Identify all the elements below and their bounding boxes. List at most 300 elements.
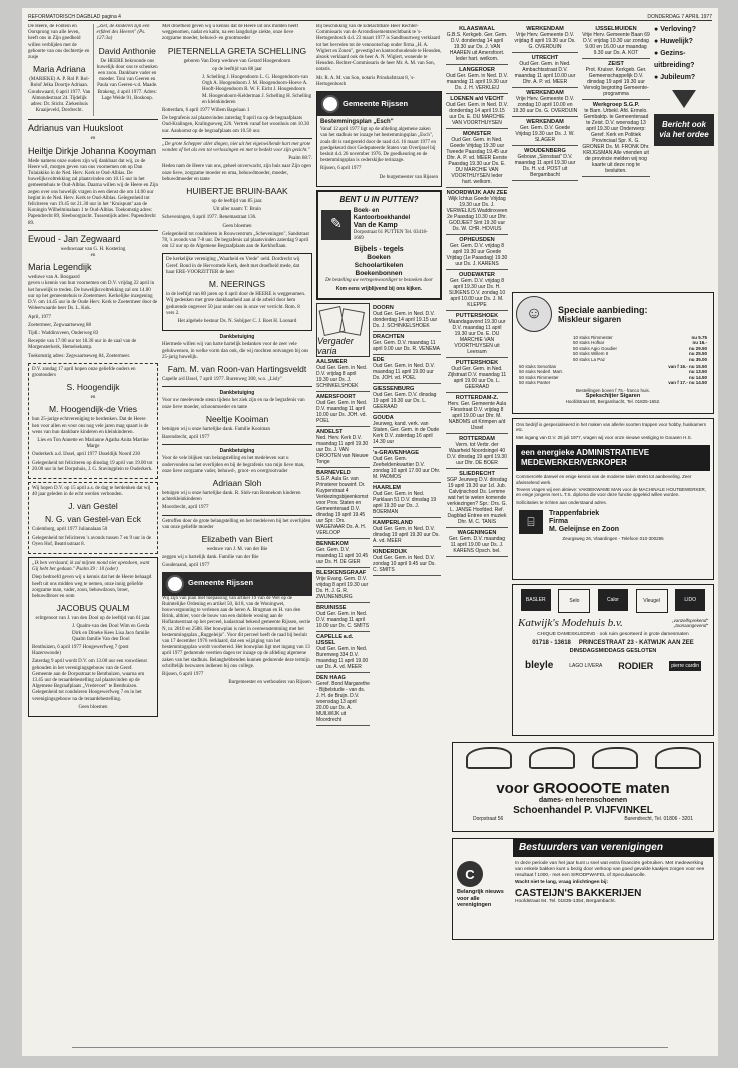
- place-name: GIESSENBURG: [373, 385, 415, 392]
- church-service-listing: [316, 539, 370, 568]
- firm-name: Firma: [549, 518, 569, 526]
- vergader-varia-logo: [316, 303, 370, 357]
- promo-item: ● Gezins-uitbreiding?: [654, 50, 695, 69]
- reception: Gelegenheid tot feliciteren 's avonds tussen 7 en 9 uur in de Oyen Hof, Beatrixstraat 8.: [32, 535, 152, 547]
- church-service-listing: [373, 547, 441, 576]
- church-service-listing: [446, 393, 508, 434]
- date: April, 1977: [28, 314, 52, 320]
- church-service-listing: [446, 94, 508, 129]
- church-service-listing: [316, 603, 370, 632]
- address: Ouderkerk a.d. IJssel, april 1977 IJsseldijk Noord 230: [32, 452, 141, 458]
- municipal-seal-icon: [166, 575, 184, 593]
- place-name: WERKENDAM: [526, 26, 564, 32]
- shop-name: CASTEIJN'S BAKKERIJEN: [515, 888, 642, 900]
- service-details: Ger. Gem. D.V. maandag 11 april 19.00 uur Ds. J. KARENS Opsch. bel.: [449, 536, 505, 554]
- anniversary-announcement-2: [28, 482, 158, 554]
- ad-text: Tevens vragen wij een aktieve: VAKBEKWAME MAN voor de MACHINALE HOUTBEWERKER, en enige jongens met L.T.S. diploma die voor deze functie opgeleid willen worden.: [516, 487, 707, 498]
- shoe-icon: [592, 747, 638, 769]
- service-details: Oud Ger. Gem. in Ned. Zijlstraat D.V. maandag 11 april 19.00 uur Ds. L. GEERAAD: [447, 366, 507, 390]
- quote-reference: Psalm 68:7.: [288, 156, 312, 162]
- family-list: J. Schelling J. Hoogendoorn L. G. Hoogendoorn-van Orgh A. Hoogendoorn J. M. Hoogendoorn-Hoeve A. Hooft-Hoogendoorn B. W. F. Eicht J. Hoogendoorn M. Hoogendoorn-Kelderman J. Schelling H. Schelling en kleinkinderen: [202, 75, 312, 105]
- municipality-header: [162, 572, 312, 596]
- service-details: Oud Ger. Gem. in Ned. D.V. maandag 11 april 19.30 uur Ds. J. H. VERKLEIJ: [446, 73, 508, 91]
- announcement-text: Heden nam de Heere van ons, geheel onverwacht, zijn huis naar Zijn ogen onze lieve, zorgzame moeder en oma, behuwdmoeder, moeder, behuwdmoeder en tante: [162, 164, 311, 182]
- section-heading: Dankbetuiging: [219, 448, 255, 455]
- service-details: Vrije Evang. Gem. D.V. vrijdag 8 april 19.30 uur Ds. H. J. G. R. ZWIJNENBURG: [316, 575, 369, 600]
- church-service-listing: [373, 303, 441, 332]
- service-details: Oud Ger. Gem. D.V. dinsdag 19 april 19.30 uur Ds. L. GEERAAD: [373, 391, 437, 410]
- place-name: EDE: [373, 356, 385, 363]
- person-name: N. G. van Gestel-van Eck: [45, 514, 141, 525]
- notice-text: Wij zijn van plan met toepassing van artikel 19 van de Wet op de Ruimtelijke Ordening en artikel 50, lid 8, van de Woningwet, bouwvergunning te verlenen aan de heren A. Brugman en H. van den Brink, althier, voor de bouw van een dubbele woning aan de Hoflantsestraat op het perceel, kadastraal bekend gemeente Rijssen, sectie N, nr. 2810 en 2588. Het bouwplan is niet in overeenstemming met het bestemmingsplan „Ruggeleiju". Voor dit perceel heeft de raad bij besluit van 17 december 1976 verklaard, dat een wijziging van het bestemmingsplan wordt voorbereid. Het bouwplan ligt met ingang van 13 april 1977 gedurende veertien dagen ter inzage op de afdeling algemene zaken van het stadhuis. Belanghebbenden kunnen gedurende deze termijn schriftelijk bezwaren indienen bij ons college.: [162, 595, 311, 669]
- fashion-house-ad: [512, 584, 714, 736]
- service-details: Oud Ger. Gem. in Ned. D.V. vrijdag 8 april 19.30 uur Ds. J. SCHINKELSHOEK: [316, 364, 368, 389]
- bride-name: Maria Legendijk: [28, 262, 92, 273]
- list-item: Boeken: [367, 254, 391, 262]
- ad-text: Wacht niet te lang, vraag inlichtingen bij:: [515, 880, 609, 886]
- place-name: UTRECHT: [531, 55, 559, 61]
- service-details: Ger. Gem. D.V. Goede Vrijdag 19.30 uur Ds. J. W. SLAGER: [515, 125, 575, 143]
- place-name: OPHEUSDEN: [459, 237, 495, 243]
- product-name: 50 stuks Agio Goudier: [573, 345, 618, 351]
- place-name: ANDELST: [316, 428, 343, 435]
- ad-text: In deze periode van het jaar kunt u snel wat extra financiën gebruiken. Met medewerking van enkele bakken kunt u bezig door verkoop van goed gevulde kaakjes zorgen voor een resultaat f 1000,- met een SIRODPWAFEL of Speculaasvolle.: [515, 861, 705, 878]
- church-service-listing: [373, 413, 441, 448]
- service-details: Oud Ger. Gem. in Ned. D.V. maandag 11 april 10.00 uur Ds. JOH. vd. POEL: [316, 399, 368, 424]
- service-details: Vrije Herv. Gemeente D.V. zondag 10 april 10.00 en 19.30 uur Ds. G. OVERDUIN: [512, 96, 578, 114]
- promo-label: Verloving?: [660, 26, 696, 33]
- association-notice: [162, 253, 312, 331]
- service-details: Maandagavond 19.30 uur D.V. maandag 11 april 19.30 uur Ds. E. DU MARCHIE VAN VOORTHUYSEN uit Leersum: [448, 319, 506, 355]
- product-price: van f 16.- nu 15.50: [668, 364, 707, 370]
- notice-text: Bij beschikking van de Edelachtbare Heer Rechter-Commissaris van de Arrondissementsrechtbank te 's-Hertogenbosch d.d. 23 maart 1977 is Sandbuurtweg verklaard tot het bevreden tot de vennootschap onder firma „H. A. Wiglert en Zonen", gevestigd en kantoorhoudende te Heusden, alsook verklaard ook de heer A. N. Wiglert, wonende te Heusden. Rechter-Commissaris de heer Mr. A. M. van Son, notaris.: [316, 24, 442, 73]
- list-item: Boekenbonnen: [355, 270, 403, 278]
- price-list-2: [513, 362, 713, 388]
- announcement-text: Wij hopen D.V. op 15 april a.s. de dag te herdenken dat wij 40 jaar geleden in de echt werden verbonden.: [32, 485, 151, 498]
- list-item: Schoolartikelen: [354, 262, 404, 270]
- church-service-listing: [446, 528, 508, 557]
- notice-text: Vanaf 12 april 1977 ligt op de afdeling algemene zaken van het stadhuis ter inzage het bestemmingsplan „Esch", zoals dit is vastgesteld door de raad d.d. 16 maart 1977 en goedgekeurd door Gedeputeerde Staten van Overijssel bij besluit d.d. 26 november 1976. De goedkeuring en de bestemmingsplan is cederskijke terinzage.: [320, 127, 436, 164]
- product-name: 50 stuks Senoritas: [519, 364, 557, 370]
- brand-logo: pierre cardin: [671, 662, 700, 669]
- address: Culemborg, april 1977 Julianalaan 50: [32, 527, 108, 533]
- ad-subtitle: Miskleur sigaren: [558, 314, 622, 324]
- bible-quote: „Ik ben verslaard, ik zal mijnen mond niet opendoen, want Gij hebt het gedaan." Psalm 39 : 10 (oder): [32, 560, 150, 573]
- church-services-column-3: [582, 24, 650, 289]
- shoe-icon: [466, 747, 512, 769]
- person-name: S. Hoogendijk: [66, 382, 120, 393]
- service-details: Oud Ger. Gem. in Ned. D.V. donderdag 14 april 19.15 uur Ds. J. SCHINKELSHOEK: [373, 310, 438, 329]
- column-1: [28, 24, 158, 989]
- service-details: Verm. tot Verbr. der Waarheid Noordsingel 40 D.V. dinsdag 19 april 19.30 uur Dhr. DE BOER: [447, 442, 507, 466]
- product-name: 50 stuks Panter: [519, 380, 551, 386]
- closing: zeggen wij u hartelijk dank. Familie van der Bie: [162, 555, 259, 561]
- closing: Geen bloemen: [222, 223, 252, 229]
- service-details: Wijk Ichtus Goede Vrijdag 19.30 uur Ds. J. VERWELIUS Waddinxveen 2e Paasdag 10.30 uur Dhr. GODJEET Sint 19.30 uur Ds. W. CHR. HOVIUS: [446, 196, 508, 232]
- announcement-text: De kerkelijke vereniging „Waarheid en Vrede" oeld. Dordrecht wij Geref. Bond in de Hervormde Kerk, deelt met droefheid mede, dat haar ERE-VOORZITTER de heer: [166, 257, 300, 275]
- person-name: Neeltje Kooiman: [205, 413, 269, 424]
- church-service-listing: [316, 392, 370, 427]
- place-name: OUDEWATER: [459, 272, 495, 278]
- place-name: CAPELLE a.d. IJSSEL: [316, 633, 354, 646]
- announcement-text: Mede namens onze ouders zijn wij dankbaar dat wij, zo de Heere wil, morgen geven van ons voornemen om op Dan Tulaiakiko in de Ned. Herv. Kerk te Oud-Alblas. De huwelijksvoltrekking zal plaatsvinden om 10.15 uur in het gemeentehuis te Oud-Alblas. Daarna willen wij de Heere en Zijn zegen over ons huwelijk vragen in een dienst die om 14.00 uur begint in de Ned. Herv. Kerk te Oud-Alblas. Gelegenheid tot feliciteren van 19.45 tot 21.30 uur in het ‘Kruispunt’ aan de Koningin Wilhelminalaan 1 te Oud-Alblas. Toekomstig adres: Papendrecht 89, Sleeboorgracht. Tussentijds adres: Papendrecht 89.: [28, 158, 158, 226]
- place-name: AMERSFOORT: [316, 393, 356, 400]
- place-name: Werkgroep S.G.P.: [592, 102, 640, 108]
- church-service-listing: [446, 434, 508, 469]
- place-name: IJSSELMUIDEN: [595, 26, 637, 32]
- church-service-listing: [512, 146, 578, 181]
- announcement-text: geven u kennis van hun voornemen om D.V. vrijdag 22 april in het huwelijk te treden. De huwelijksvoltrekking zal om 14.00 uur op het gemeentehuis te Zoetermeer. Kerkelijke inzegening D.V. om 14.45 uur in de Oude Herv. Kerk te Zoetermeer door de Weleerwaarde heer Ds. L. Kok.: [28, 281, 158, 312]
- place-name: KINDERDIJK: [373, 548, 408, 555]
- service-details: G.B.S. Kerkgeb. Ger. Gem. D.V. donderdag 14 april 19.30 uur Ds. J. VAN HAAREN uit Amersfoort. Ieder hart. welkom.: [446, 32, 508, 62]
- announcement-text: hun 25-jarige echtvereniging te herdenken. Dat de Heere hen voor allen en voor ons nog vele jaren mag spaart is de wens van hun dankbare kinderen en kleinkinderen.: [32, 417, 149, 435]
- service-details: S.G.P. Aula Gr. van Prinsterer bouwinf. Dr. Kuyperstraat 4 Verkiezingsbijeenkomst voor Prov. Staten en Gemeenteraad D.V. dinsdag 19 april 19.45 uur Spr.: Drs. WAGENAAR Ds. A. H. VERLOOP: [316, 475, 369, 536]
- groom-name: Adrianus van Huuksloot: [28, 123, 124, 134]
- place-name: KAMPERLAND: [373, 519, 413, 526]
- section-heading: Dankbetuiging: [219, 390, 255, 397]
- conjunction: en: [90, 253, 96, 259]
- firm-name: M. Geleijnse en Zoon: [549, 526, 620, 534]
- shop-address: Dorpstraat 56: [473, 816, 504, 822]
- service-details: Oud Ger. Gem. in Ned. D.V. zondag 10 april 9.45 uur Ds. C. SMITS: [373, 554, 436, 573]
- product-name: 50 stuks Hofkar: [573, 340, 605, 346]
- place-name: GOUDA: [373, 414, 394, 421]
- ad-text: Ons bedrijf is gespecialiseerd in het maken van allerlei soorten trappen voor hobby, huiskamers etc.: [516, 422, 707, 433]
- family-list: Uit aller naam: T. Bruin: [213, 207, 261, 213]
- brand-logo: LIDO: [675, 589, 705, 611]
- service-details: Ger. Gem. D.V. maandag 11 april 10.45 uur Ds. H. DE GIER: [316, 546, 369, 565]
- meeting-list-a: [316, 357, 370, 726]
- person-name: Elizabeth van Biert: [201, 533, 273, 544]
- masthead: [28, 10, 712, 21]
- age: op de leeftijd van 85 jaar.: [211, 199, 263, 205]
- place-name: DRACHTEN: [373, 333, 405, 340]
- service-details: Oud Ger. Gem. in Ned. D.V. maandag 11 april 10.00 uur Ds. C. SMITS: [316, 610, 370, 629]
- place-name: WAGENINGEN: [457, 530, 497, 536]
- address: Benthuizen, 6 april 1977 Hoogewerfweg 7 (post Hazerswoude): [32, 645, 129, 657]
- service-details: Gebouw „Sionstaat" D.V. maandag 11 april 19.30 uur Ds. H. v.d. POST uit Bergambacht: [514, 154, 576, 178]
- service-details: Oud Ger. Gem. Zeeheldenkwartier D.V. zondag 10 april 17.00 uur Dhr. M. PADMOS: [373, 455, 441, 480]
- stairs-icon: ⌸: [519, 510, 543, 534]
- brand-logos: [513, 585, 713, 617]
- promo-label: Jubileum?: [660, 74, 696, 81]
- municipality-title: Gemeente Rijssen: [343, 98, 409, 108]
- meeting-notices: [316, 303, 442, 726]
- service-details: Oud Ger. Gem. in Ned. Ambachtsstraat D.V. maandag 11 april 10.00 uur Dhr. A. P. vd. MEER: [514, 61, 576, 85]
- municipality-title: Gemeente Rijssen: [188, 578, 254, 588]
- promo-label: Gezins-uitbreiding?: [654, 50, 695, 69]
- price-row: [519, 380, 707, 385]
- conjunction: en: [90, 136, 96, 142]
- church-service-listing: [316, 673, 370, 726]
- brand-logo: LAGO LIVERA: [569, 662, 603, 669]
- bride-name: Heiltje Dirkje Johanna Kooyman: [28, 145, 157, 156]
- masthead-right: DONDERDAG 7 APRIL 1977: [647, 14, 712, 20]
- signature: Burgemeester en wethouders van Rijssen.: [228, 680, 312, 686]
- church-service-listing: [446, 235, 508, 270]
- church-service-listing: [373, 483, 441, 518]
- brand-logo: Vleugel: [636, 589, 668, 613]
- church-service-listing: [316, 632, 370, 673]
- bible-quote: „Ziet, de kinderen zijn een erfdeel des Heeren" (Ps. 127:3a): [96, 24, 150, 42]
- product-name: 50 stuks Rimmester: [519, 374, 559, 380]
- brand-logo: bleyle: [524, 660, 554, 671]
- church-service-listing: [316, 427, 370, 468]
- phone-number: 01718 - 13618: [532, 640, 571, 646]
- date: Rijssen, 6 april 1977: [162, 672, 204, 678]
- service-details: Vrije Herv. Gemeente D.V. vrijdag 8 april 19.30 uur Ds. G. OVERDUIN: [514, 32, 576, 50]
- announcement-text: Hiermede willen wij van harte hartelijk bedanken voor de zeer vele gelukwensen, in welke vorm dan ook, die wij mochten ontvangen bij ons 25-jarig huwelijk.: [162, 342, 309, 360]
- shoe-icon: [655, 747, 701, 769]
- church-service-listing: [582, 100, 650, 177]
- church-service-listing: [316, 357, 370, 392]
- promo-item: ● Huwelijk?: [654, 38, 693, 45]
- ad-title: voor GROOOOTE maten: [496, 780, 670, 797]
- cigar-ad: [512, 292, 714, 414]
- place-name: WERKENDAM: [526, 90, 564, 96]
- place-name: ROTTERDAM: [459, 436, 495, 442]
- place-name: NOORDWIJK AAN ZEE: [446, 190, 508, 196]
- place-name: DOORN: [373, 304, 394, 311]
- subtitle: geboren Van Dorp weduwe van Gerard Hoogendoorn: [183, 58, 291, 64]
- birth-announcement-1: [28, 24, 90, 116]
- conjunction: en: [90, 395, 96, 401]
- firm-address: Zeurgsweg 26, Vlaardingen - Telefoon 010-300295: [562, 536, 664, 542]
- age: op de leeftijd van 88 jaar: [212, 66, 262, 72]
- church-service-listing: [446, 65, 508, 94]
- ad-title: Bestuurders van verenigingen: [513, 839, 713, 857]
- announcement-text: (MARIEKE) A. P. Rol P. Rol-Rolof Jelka Doortje Adriaan. Goudswaard, 6 april 1977. Van Almondestraat 24. Tijdelijk adres: Dr. Sticht. Ziekenhuis Kraaijeveld, Dordrecht.: [28, 77, 91, 114]
- bookshop-ad: [316, 190, 442, 300]
- subtitle: weduwnaar van G. H. Kostering: [60, 246, 126, 252]
- closing: Geen bloemen: [78, 704, 108, 710]
- newspaper-page: [22, 8, 718, 1056]
- vacancy-ad: [512, 418, 714, 580]
- shop-name: Schoenhandel P. VIJFVINKEL: [513, 805, 653, 816]
- church-service-listing: [316, 468, 370, 539]
- announcement-text: De HEERE bekroonde ons huwelijk door ons te schenken een zoon. Dankbare vader en moeder. Toni van Geeren en Paula van Geeren-v.d. Maade. Brakeng, 4 april 1977. Adres: Lage Weide 91, Boskoop.: [96, 58, 158, 101]
- church-service-listing: [446, 129, 508, 188]
- church-service-listing: [512, 117, 578, 146]
- shop-name: Spekschijter Sigaren: [585, 392, 641, 399]
- product-name: 50 stuks Nederl. Mart.: [519, 369, 564, 375]
- groom-name: Ewoud - Jan Zegwaard: [28, 233, 121, 244]
- price-list: [513, 335, 713, 362]
- announcement-text: Diep bedroefd geven wij u kennis dat het de Heere behaagd heeft uit ons midden weg te nemen, onze innig geliefde zorgzame man, vader, zoon, behuwdzoon, broer, behuwdbroer en oom: [32, 575, 152, 599]
- church-service-listing: [373, 332, 441, 355]
- church-service-listing: [446, 270, 508, 311]
- notice-subtitle: Bestemmingsplan „Esch": [320, 119, 394, 126]
- service-details: Oud Ger. Gem. in Ned. D.V. donderdag 14 april 19.15 uur Ds. E. DU MARCHIE VAN VOORTHUYSEN: [446, 102, 508, 126]
- date: Rijssen, 6 april 1977: [320, 166, 362, 172]
- birth-announcement-2: [93, 24, 158, 116]
- signature: Mr. R. A. M. van Son, notaris Prinshafstraat 8, 's-Hertogenbosch: [316, 75, 415, 87]
- wedding-announcement: [28, 123, 158, 226]
- vacancy-title: een energieke ADMINISTRATIEVE MEDEWERKER/VERKOPER: [516, 445, 710, 471]
- address: Moordrecht, april 1977: [162, 505, 209, 511]
- announcement-text: Voor de vele blijken van belangstelling en het medeleven wat u ondervonden na het overlijden en bij de begrafenis van mijn lieve man, onze lieve zorgzame vader, behuwd-, groot- en overgrootvader: [162, 456, 305, 474]
- place-name: WOUDENBERG: [524, 148, 566, 154]
- ad-text: Met ingang van D.V. 25 juli 1977, vragen wij voor onze nieuwe vestiging te Gouwen H.S.: [516, 434, 692, 440]
- church-service-listing: [582, 24, 650, 59]
- service-details: Ned. Herv. Kerk D.V. maandag 11 april 19.30 uur Ds. J. VAN DROOTEN van Nieuwe Tonge: [316, 434, 369, 465]
- service-details: Oud Ger. Gem. in Ned. D.V. maandag 11 april 19.00 uur Ds. JOH. vd. POEL: [373, 362, 435, 381]
- service-details: Oud Ger. Gem. in Ned. Parklaan 51 D.V. dinsdag 19 april 19.30 uur Ds. J. BOERMAN: [373, 490, 437, 515]
- promo-item: ● Jubileum?: [654, 74, 696, 81]
- service-details: Oud Ger. Gem. in Ned. D.V. dinsdag 19 april 19.30 uur Ds. A. vd. MEER: [373, 525, 440, 544]
- place-name: 's-GRAVENHAGE: [373, 449, 419, 456]
- promo-item: ● Verloving?: [654, 26, 696, 33]
- masthead-left: REFORMATORISCH DAGBLAD pagina 4: [28, 14, 121, 20]
- signature: Het algehele bestuur Ds. N. Sobijper C. J. Boet H. Loonard: [177, 318, 297, 324]
- product-price: nu 35.00: [688, 356, 707, 362]
- church-service-listing: [512, 24, 578, 53]
- service-details: SGP Jeurweg D.V. dinsdag 19 april 19.30 uur 1d. Jub. Calvijnschool Ds. Lemme wat het te weten komende verkiezingen? Spr.: Drs. G. L. JANSE Hoofded. Ref. Dagblad Entree en muziek Dhr. M. C. TANIS: [446, 477, 508, 525]
- promo-label: Huwelijk?: [660, 38, 693, 45]
- place-name: SLIEDRECHT: [459, 471, 495, 477]
- service-details: Geref. Bond Margarethe - Bijbelstudie - van ds. J. H. de Bruijn. D.V. woensdag 13 april 20.00 uur Ds. A. MUILWIJK uit Moordrecht: [316, 680, 370, 723]
- brand-logo: Selo: [558, 589, 590, 613]
- shoe-illustrations: [453, 743, 713, 781]
- address: Capelle a/d IJssel, 7 april 1977. Burenweg 300, w.o. „Lisly": [162, 376, 283, 382]
- column-3: [316, 24, 442, 989]
- person-name: Adriaan Sloh: [212, 477, 262, 488]
- shop-name: Van de Kamp: [353, 221, 398, 229]
- ad-text: Sollicitaties te richten aan onderstaand adres.: [516, 499, 608, 505]
- ad-subtitle: dames- en herenschoenen: [538, 797, 628, 804]
- bakery-ad: [452, 838, 714, 940]
- shop-address: Dorpsstraat 61 PUTTEN Tel. 03418-1669: [353, 229, 428, 242]
- announcement-text: Getroffen door de grote belangstelling en het medeleven bij het overlijden van onze geliefde moeder: [162, 518, 311, 530]
- book-icon: ✎: [321, 210, 351, 240]
- shop-address: Hoofdstraat 80, Bergambacht, Tel. 01825-1652.: [565, 398, 661, 404]
- church-services-column-2: [512, 24, 578, 289]
- person-name: Fam. M. van Roon-van Hartingsveldt: [167, 363, 307, 374]
- address: Gouderaand, april 1977: [162, 563, 210, 569]
- deceased-name: PIETERNELLA GRETA SCHELLING: [167, 45, 307, 56]
- service-details: te Barn. Urbekl. Afd. Ermelo. Gembaktp. te Gemeenteraad te Zeist. D.V. woensdag 13 april 19.30 uur Onderwerp: Geref. Kerk en Politiek Provinciaal Spr. K. G. GRONER Ds. M. FRONK Dhr. KRIJGSMAN Alle vrienden uit de provincie melden wij nog kaarte uit deze nog te besluiten.: [582, 108, 650, 174]
- place-name: PUTTERSHOEK: [455, 360, 499, 366]
- subtitle: echtgenoot van J. van den Dool op de leeftijd van 61 jaar.: [35, 616, 151, 622]
- announcement-text: Met droefheid geven wij u kennis dat de Heere uit ons midden heeft weggenomen, nadat en kalm, na een langdurige ziekte, onze lieve zorgzame moeder, behuwd- en grootmoeder: [162, 24, 299, 42]
- signature: De burgemeester van Rijssen: [379, 174, 438, 180]
- ad-slogan: BENT U IN PUTTEN?: [339, 194, 419, 204]
- reception: Gelegenheid tot feliciteren op dinsdag 19 april van 19.00 tot 20.00 uur in het Dorpshuis, J. G. Stavingplein te Ouderkerk.: [32, 460, 153, 472]
- section-heading: Dankbetuiging: [219, 334, 255, 341]
- meeting-column-a: [316, 303, 370, 726]
- church-service-listing: [316, 568, 370, 603]
- service-details: Ger. Gem. D.V. vrijdag 8 april 19.30 uur Ds. H. SIJKENS D.V. zondag 10 april 10.00 uur Ds. J. M. KLEPPE: [448, 278, 506, 308]
- shop-name: Katwijk's Modehuis b.v.: [518, 617, 623, 629]
- address: Zoetermeer, Zegwaartseweg 88: [28, 322, 91, 328]
- place-name: PUTTERSHOEK: [455, 313, 499, 319]
- birth-announcements: [28, 24, 158, 116]
- product-price: nu 13.50: [688, 369, 707, 375]
- announcement-promo: [654, 24, 714, 289]
- ad-title: Speciale aanbieding:: [558, 304, 648, 315]
- church-service-listing: [373, 384, 441, 413]
- address: Scheveningen, 6 april 1977. Renemastraat 136.: [162, 215, 257, 221]
- child-name: David Anthonie: [98, 45, 156, 56]
- announcement-text: De begrafenis zal plaatsvinden zaterdag 9 april na op de begraafplaats Oud-Kralingen, Kralingseweg 226. Vertrek vanaf het woonhuis om 10.30 uur. Aankomst op de begraafplaats om 10.50 uur.: [162, 116, 309, 134]
- deceased-name: JACOBUS QUALM: [56, 603, 130, 614]
- announcement-text: D.V. zondag 17 april hopen onze geliefde ouders en grootouders: [32, 366, 136, 378]
- firm-name: Trappenfabriek: [549, 510, 600, 518]
- place-name: BENNEKOM: [316, 540, 349, 547]
- product-name: 50 stuks La Paz: [573, 356, 606, 362]
- service-details: Vrije Herv. Gemeente Baan 69 D.V. vrijdag 10.30 uur zondag 9.00 en 16.00 uur maandag 9.30 uur Ds. A. KOT: [582, 32, 650, 56]
- address: Tijdl.: Waddinxveen, Onderweg 83: [28, 330, 99, 336]
- page-footer-rule: [72, 1047, 668, 1051]
- brand-logos-2: [513, 654, 713, 677]
- service-details: Ger. Gem. D.V. vrijdag 8 april 19.30 uur Goede Vrijdag (1e Paasdag) 19.30 uur Ds. J. KARENS: [446, 243, 508, 267]
- deceased-name: HUIBERTJE BRUIN-BAAK: [186, 186, 288, 197]
- church-service-listing: [446, 358, 508, 393]
- church-service-listing: [446, 311, 508, 358]
- place-name: BARNEVELD: [316, 469, 351, 476]
- product-name: 50 stuks Willem II: [573, 351, 609, 357]
- child-name: Maria Adriana: [33, 64, 86, 75]
- church-service-listing: [373, 355, 441, 384]
- shop-address: Hoofdstraat 84. Tel. 01835-1354, Bergambacht.: [515, 899, 616, 905]
- ad-note: Bestellingen boven f 75.- franco huis.: [575, 387, 651, 393]
- address: Rotterdam, 6 april 1977 Willem Bagelaan 1: [162, 108, 250, 114]
- family-list: J. Qualm-van den Dool Wim en Gerda Dirk en Dineke Kees Lisa Jaco familie Qualm familie Van den Dool: [72, 624, 150, 642]
- service-details: Oud Ger. Gem. in Ned. Burenweg 334 D.V. maandag 11 april 19.00 uur Ds. A. vd. MEER: [316, 645, 369, 670]
- shop-address: PRINCESTRAAT 23 - KATWIJK AAN ZEE: [578, 640, 694, 646]
- reception: Receptie van 17.00 uur tot 18.30 uur in de zaal van de Morgensterkerk, Hemelsekamp.: [28, 339, 137, 351]
- future-address: Toekomstig adres: Zegwaartseweg 84, Zoetermeer.: [28, 353, 131, 359]
- closing: betuigen wij u onze hartelijke dank. Familie Kooiman: [162, 426, 271, 432]
- church-service-listing: [512, 53, 578, 88]
- column-2: [162, 24, 312, 989]
- anniversary-announcement: [28, 363, 158, 479]
- opening-hours: DINSDAGSMIDDAGS GESLOTEN: [569, 648, 657, 654]
- church-service-listing: [446, 469, 508, 528]
- subtitle: weduwe van A. Boogaard: [28, 275, 80, 281]
- church-service-listing: [512, 88, 578, 117]
- church-service-listing: [373, 448, 441, 483]
- place-name: AALSMEER: [316, 358, 348, 365]
- calendar-icon: [339, 308, 365, 335]
- place-name: ROTTERDAM-Z.: [455, 395, 499, 401]
- shoe-shop-ad: [452, 742, 714, 832]
- announcement-text: in de leeftijd van 80 jaren op 6 april door de HEERE is weggenomen. Wij gedenken met grote dankbaarheid aan al de arbeid door hem gedurende ongeveer 50 jaar onder ons in onze ver verricht. Rom. 8 vers 2.: [166, 292, 306, 316]
- municipality-notice: [316, 91, 442, 187]
- product-price: nu 29.50: [688, 345, 707, 351]
- cigar-man-icon: ☺: [516, 296, 552, 332]
- church-service-listing: [373, 518, 441, 547]
- place-name: KLAASWAAL: [459, 26, 495, 32]
- product-name: 10 stuks Rimmester: [573, 335, 613, 340]
- bakery-logo-icon: C: [457, 861, 483, 887]
- promo-callout: Bericht ook via het ordee: [654, 114, 714, 146]
- ad-footnote: Kom eens vrijblijvend bij ons kijken.: [335, 286, 423, 293]
- ad-footnote: De bestelling uw vertegenwoordiger te bezoeken door: [325, 278, 433, 284]
- service-details: Jeurweg, kand. verk. van Staten, Ger. Gem. in de Oude Kerk D.V. zaterdag 16 april 14.30 uur: [373, 420, 440, 445]
- church-service-listing: [582, 59, 650, 100]
- brand-logo: BASLER: [521, 589, 551, 611]
- church-service-listing: [446, 188, 508, 235]
- service-details: Prot. Kruisvr. Kerkgeb. Ger. Gemeenschappelijk D.V. dinsdag 19 april 19.30 uur Vervolg begroting Gemeente-programma: [583, 67, 649, 97]
- brand-logo: Calor: [598, 589, 628, 611]
- ad-text: Commerciële danwel en enige kennis van de moderne talen strekt tot aanbeveling. Zeer afwisselend werk.: [516, 474, 692, 485]
- place-name: BRUINISSE: [316, 604, 347, 611]
- church-service-listing: [446, 24, 508, 65]
- closing: betuigen wij u onze hartelijke dank. R. Sloh-van Bennekom kinderen achterkleinkinderen: [162, 490, 301, 503]
- announcement-text: Zaterdag 9 april wordt D.V. om 13.00 uur een rouwdienst gehouden in het verenigingsgebouw van de Geref. Gemeente aan de Dorpsstraat te Benthuizen, waarna om 13.45 uur de teraardebestelling zal plaatsvinden op de Algemene Begraafplaats „Vredevoet" te Benthuizen. Gelegenheid tot condoleren Hoogewerfweg 7 en in het verenigingsgebouw na de teraardebestelling.: [32, 659, 147, 702]
- product-price: nu 5.75: [691, 335, 707, 340]
